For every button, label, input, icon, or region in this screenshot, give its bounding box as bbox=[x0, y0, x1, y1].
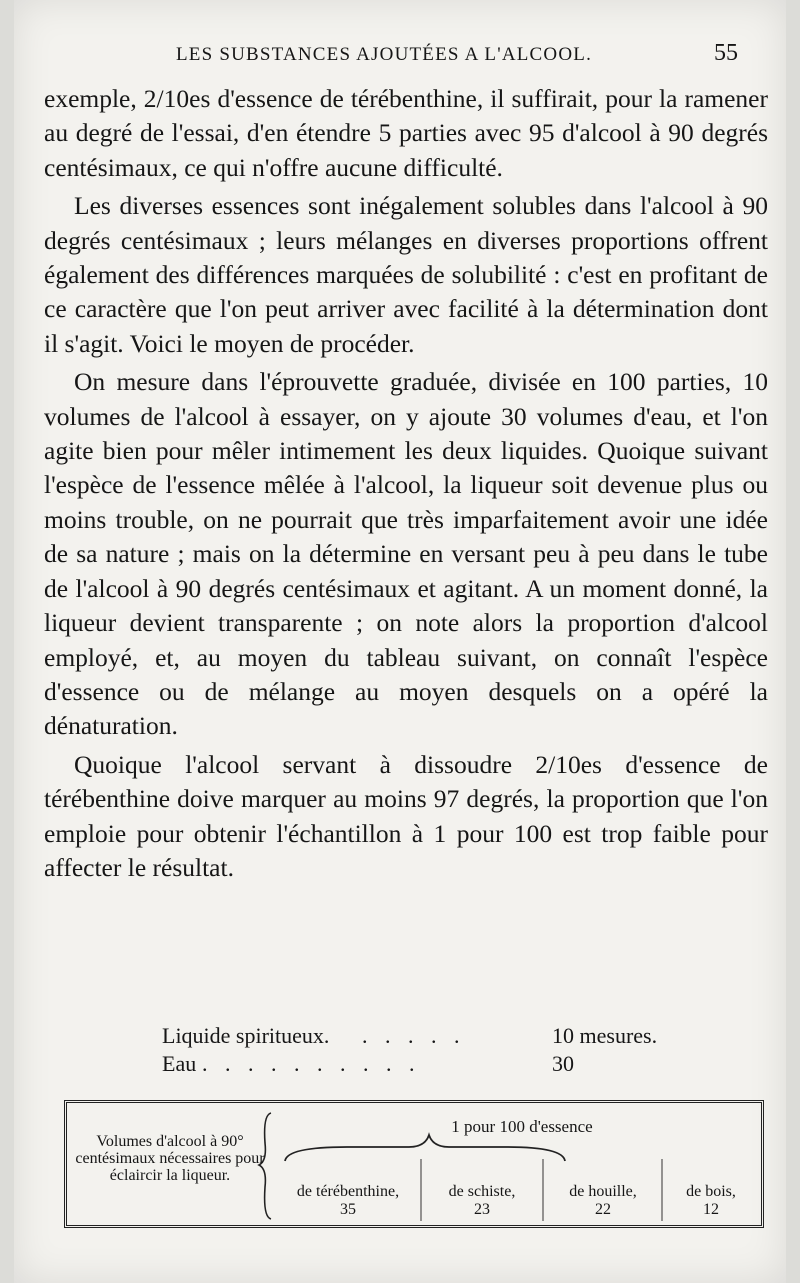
running-head: LES SUBSTANCES AJOUTÉES A L'ALCOOL. bbox=[176, 44, 593, 65]
table-group-header: 1 pour 100 d'essence bbox=[451, 1117, 593, 1136]
table-column bbox=[545, 1183, 661, 1219]
measure-row bbox=[162, 1050, 682, 1078]
body-text bbox=[44, 82, 768, 889]
solubility-table bbox=[64, 1100, 764, 1228]
measure-label: Eau bbox=[162, 1051, 197, 1076]
page-number: 55 bbox=[714, 40, 738, 66]
paragraph-2: Les diverses essences sont inégalement solubles dans l'alcool à 90 degrés centésimaux ; leurs mélanges en diverses proportions offrent également des différences marquées de solubilité : c'est en profitant de ce caractère que l'on peut arriver avec facilité à la détermination dont il s'agit. Voici le moyen de procéder. bbox=[44, 191, 768, 358]
book-page bbox=[14, 0, 786, 1283]
table-column bbox=[423, 1183, 541, 1219]
table-column bbox=[277, 1183, 419, 1219]
paragraph-4: Quoique l'alcool servant à dissoudre 2/10es d'essence de térébenthine doive marquer au moins 97 degrés, la proportion que l'on emploie pour obtenir l'échantillon à 1 pour 100 est trop faible pour affecter le résultat. bbox=[44, 749, 768, 882]
measures-list bbox=[162, 1022, 682, 1078]
column-name: de houille, bbox=[569, 1183, 637, 1200]
column-value: 23 bbox=[474, 1201, 490, 1218]
column-name: de térébenthine, bbox=[296, 1183, 400, 1200]
measure-value: 10 mesures. bbox=[552, 1023, 658, 1048]
column-value: 35 bbox=[340, 1201, 356, 1218]
page-header bbox=[14, 40, 774, 80]
measure-leader: . . . . . . . . . . bbox=[202, 1051, 421, 1076]
paragraph-3: On mesure dans l'éprouvette graduée, divisée en 100 parties, 10 volumes de l'alcool à essayer, on y ajoute 30 volumes d'eau, et l'on agite bien pour mêler intimement les deux liquides. Quoique suivant l'espèce de l'essence mêlée à l'alcool, la liqueur soit devenue plus ou moins trouble, on ne pourrait que très imparfaitement avoir une idée de sa nature ; mais on la détermine en versant peu à peu dans le tube de l'alcool à 90 degrés centésimaux et agitant. A un moment donné, la liqueur devient transparente ; on note alors la proportion d'alcool employé, et, au moyen du tableau suivant, on connaît l'espèce d'essence ou de mélange au moyen desquels on a opéré la dénaturation. bbox=[44, 367, 768, 741]
measure-label: Liquide spiritueux. bbox=[162, 1023, 330, 1048]
column-name: de schiste, bbox=[448, 1183, 516, 1200]
column-name: de bois, bbox=[686, 1183, 736, 1200]
measure-row bbox=[162, 1022, 682, 1050]
column-value: 12 bbox=[703, 1201, 719, 1218]
paragraph-1: exemple, 2/10es d'essence de térébenthine, il suffirait, pour la ramener au degré de l'essai, d'en étendre 5 parties avec 95 d'alcool à 90 degrés centésimaux, ce qui n'offre aucune difficulté. bbox=[44, 84, 768, 182]
measure-leader: . . . . . bbox=[362, 1023, 466, 1048]
measure-value: 30 bbox=[552, 1051, 574, 1076]
table-row-label: Volumes d'alcool à 90° centésimaux nécessaires pour éclaircir la liqueur. bbox=[75, 1133, 265, 1184]
column-value: 22 bbox=[595, 1201, 611, 1218]
table-column bbox=[664, 1183, 758, 1219]
